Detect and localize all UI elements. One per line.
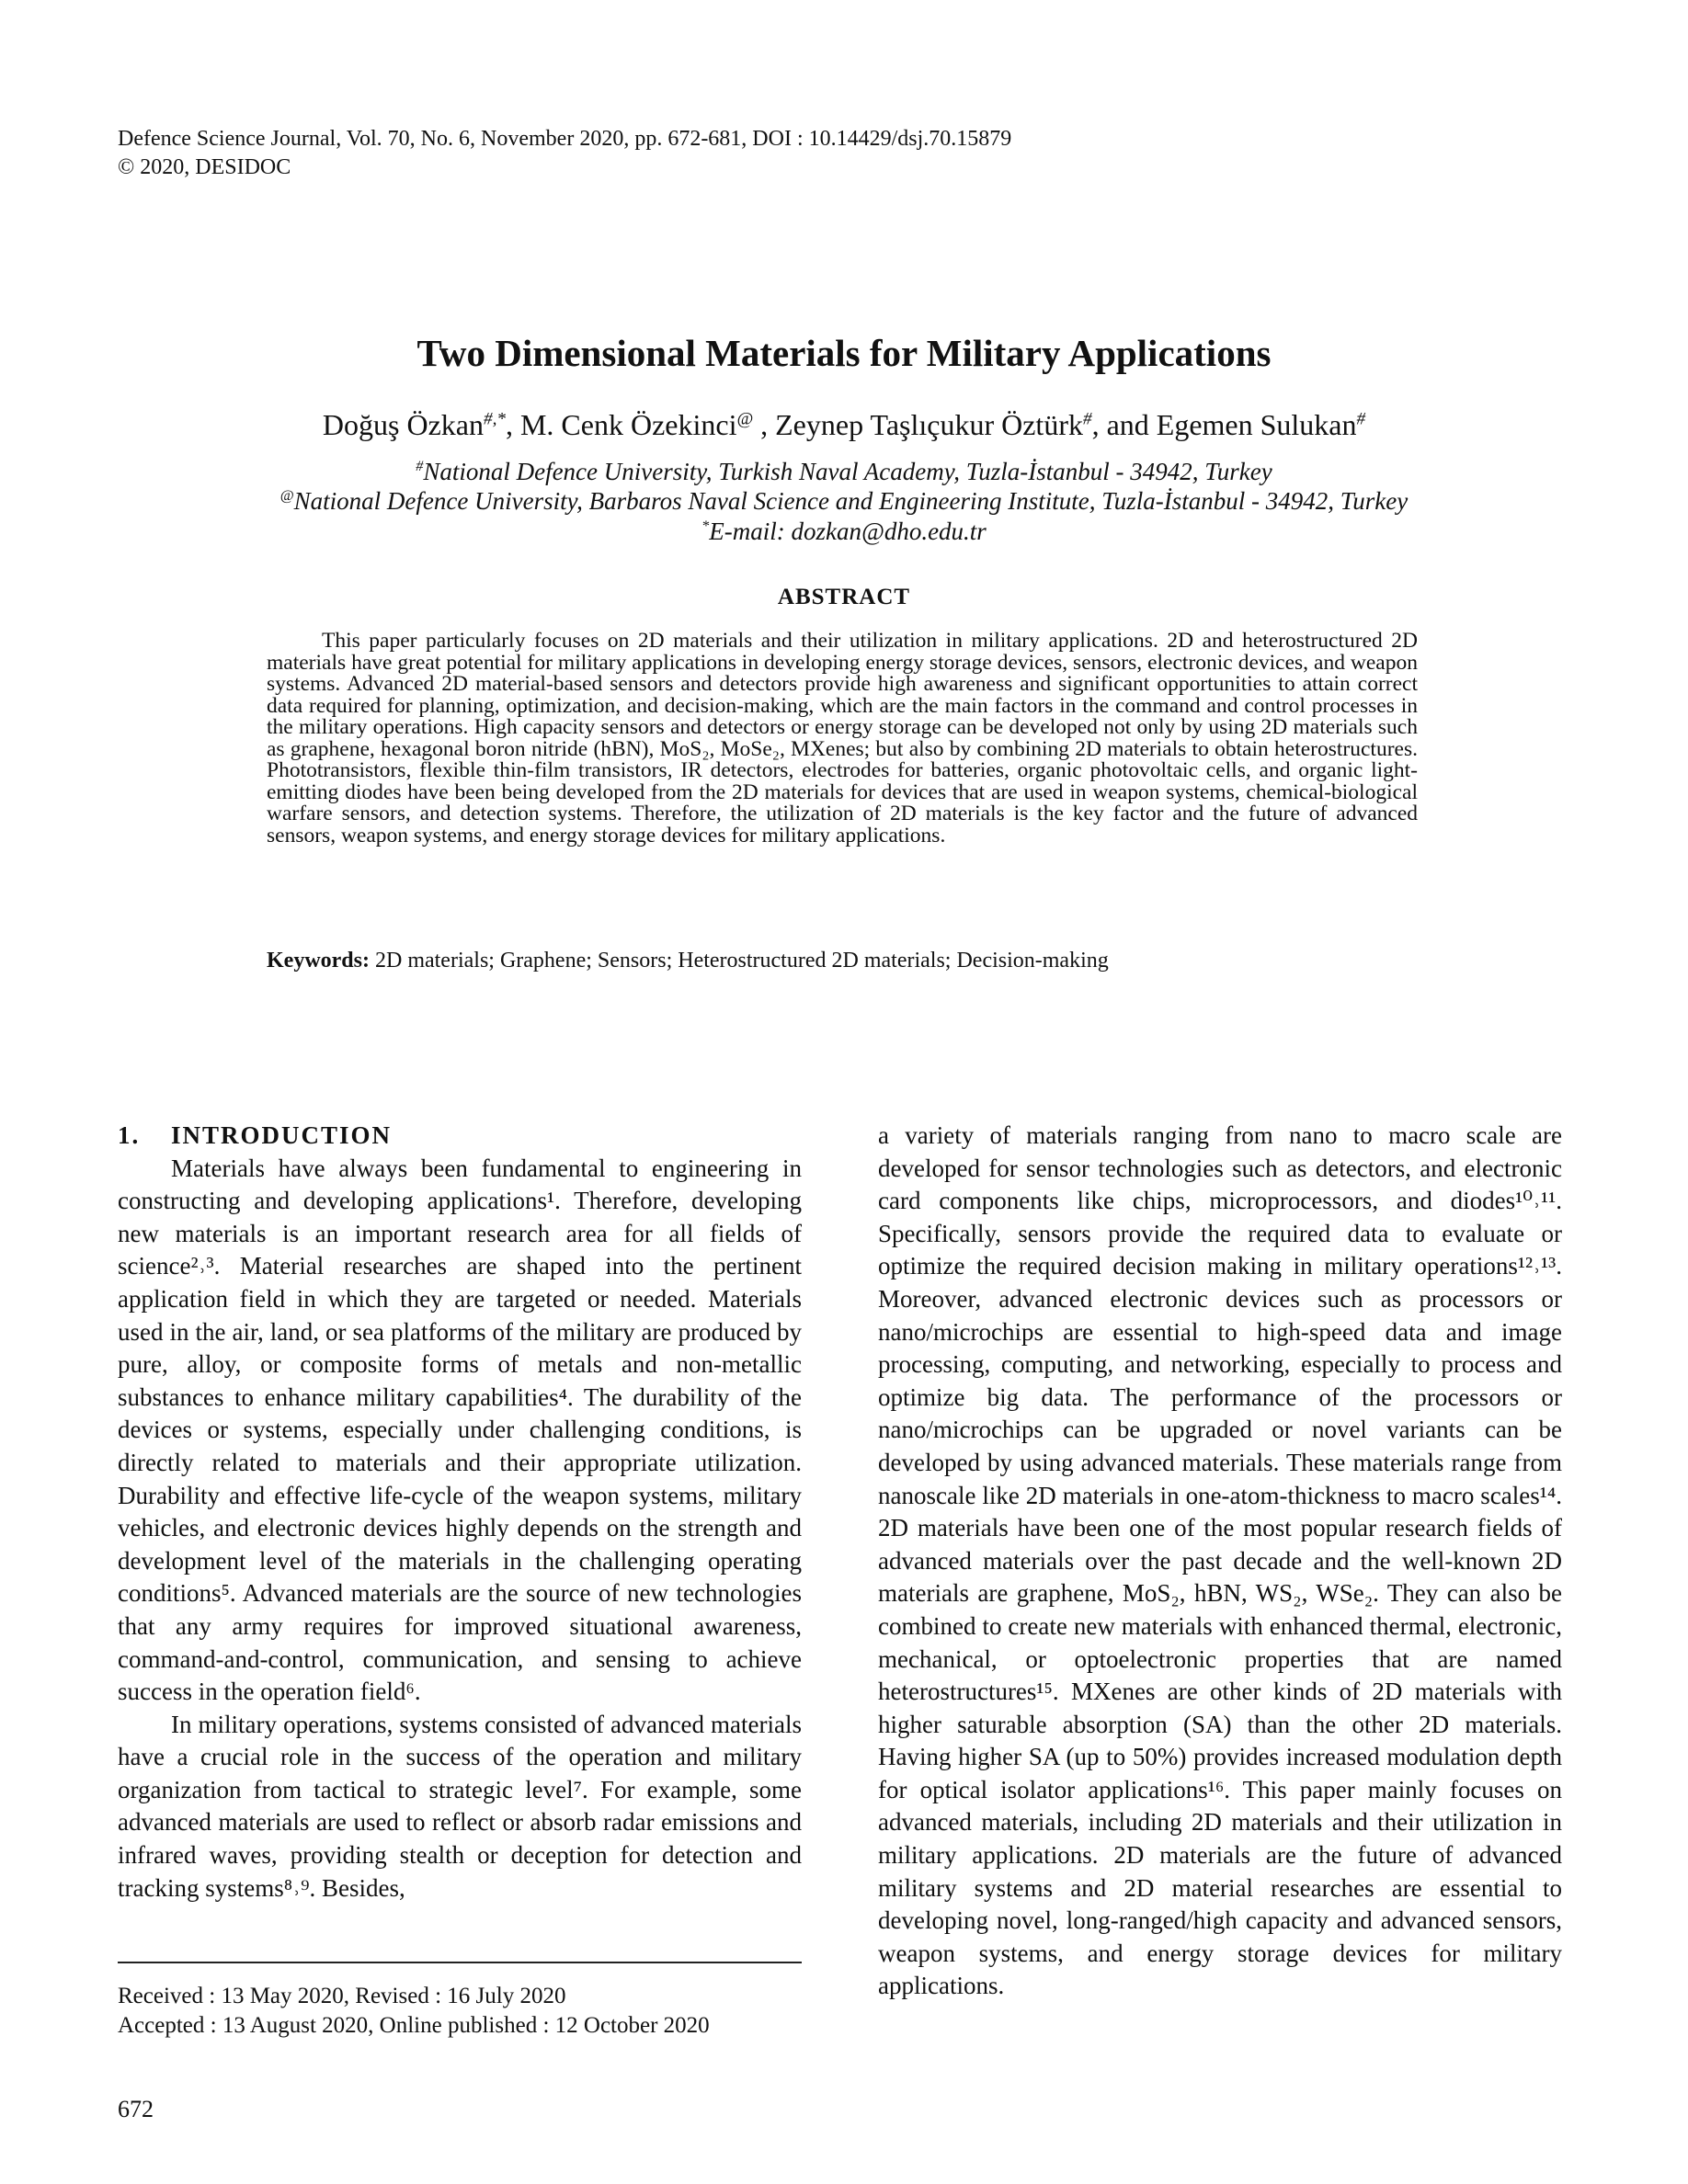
author-name: M. Cenk Özekinci bbox=[519, 408, 737, 441]
affiliation-mark: * bbox=[701, 518, 710, 534]
author-mark: #,* bbox=[483, 409, 506, 429]
intro-paragraph-3: a variety of materials ranging from nano to macro scale are developed for sensor technologies such as detectors, and electronic card components like chips, microprocessors, and diodes¹⁰˒¹¹. Specifically, sensors provide the required data to evaluate or optimize the required decision making in military operations¹²˒¹³. Moreover, advanced electronic devices such as processors or nano/microchips are essential to high-speed data and image processing, computing, and networking, especially to process and optimize big data. The performance of the processors or nano/microchips can be upgraded or novel variants can be developed by using advanced materials. These materials range from nanoscale like 2D materials in one-atom-thickness to macro scales¹⁴. 2D materials have been one of the most popular research fields of advanced materials over the past decade and the well-known 2D materials are graphene, MoS₂, hBN, WS₂, WSe₂. They can also be combined to create new materials with enhanced thermal, electronic, mechanical, or optoelectronic properties that are named heterostructures¹⁵. MXenes are other kinds of 2D materials with higher saturable absorption (SA) than the other 2D materials. Having higher SA (up to 50%) provides increased modulation depth for optical isolator applications¹⁶. This paper mainly focuses on advanced materials, including 2D materials and their utilization in military applications. 2D materials are the future of advanced military systems and 2D material researches are essential to developing novel, long-ranged/high capacity and advanced sensors, weapon systems, and energy storage devices for military applications. bbox=[878, 1121, 1562, 2000]
abstract-text: This paper particularly focuses on 2D materials and their utilization in military applications. 2D and heterostructured 2D materials have great potential for military applications in developing energy storage devices, sensors, electronic devices, and weapon systems. Advanced 2D material-based sensors and detectors provide high awareness and significant opportunities to attain correct data required for planning, optimization, and decision-making, which are the main factors in the command and control processes in the military operations. High capacity sensors and detectors or energy storage can be developed not only by using 2D materials such as graphene, hexagonal boron nitride (hBN), MoS₂, MoSe₂, MXenes; but also by combining 2D materials to obtain heterostructures. Phototransistors, flexible thin-film transistors, IR detectors, electrodes for batteries, organic photovoltaic cells, and organic light-emitting diodes have been being developed from the 2D materials for devices that are used in weapon systems, chemical-biological warfare sensors, and detection systems. Therefore, the utilization of 2D materials is the key factor and the future of advanced sensors, weapon systems, and energy storage devices for military applications. bbox=[267, 629, 1418, 847]
email-text: E-mail: dozkan@dho.edu.tr bbox=[709, 518, 987, 545]
page-number: 672 bbox=[118, 2096, 154, 2122]
section-title: INTRODUCTION bbox=[171, 1121, 393, 1149]
intro-paragraph-1: Materials have always been fundamental to engineering in constructing and developing applications¹. Therefore, developing new materials is an important research area for all fields of science²˒³. Material researches are shaped into the pertinent application field in which they are targeted or needed. Materials used in the air, land, or sea platforms of the military are produced by pure, alloy, or composite forms of metals and non-metallic substances to enhance military capabilities⁴. The durability of the devices or systems, especially under challenging conditions, is directly related to materials and their appropriate utilization. Durability and effective life-cycle of the weapon systems, military vehicles, and electronic devices highly depends on the strength and development level of the materials in the challenging operating conditions⁵. Advanced materials are the source of new technologies that any army requires for improved situational awareness, command-and-control, communication, and sensing to achieve success in the operation field⁶. bbox=[118, 1154, 802, 1706]
abstract-heading: ABSTRACT bbox=[777, 585, 911, 609]
author-name: Doğuş Özkan bbox=[322, 408, 484, 441]
intro-paragraph-2: In military operations, systems consisted of advanced materials have a crucial role in the success of the operation and military organization from tactical to strategic level⁷. For example, some advanced materials are used to reflect or absorb radar emissions and infrared waves, providing stealth or deception for detection and tracking systems⁸˒⁹. Besides, bbox=[118, 1710, 802, 1902]
copyright-line: © 2020, DESIDOC bbox=[118, 155, 291, 179]
author-separator: , and bbox=[1091, 408, 1157, 441]
author-separator: , bbox=[505, 408, 520, 441]
author-name: Egemen Sulukan bbox=[1156, 408, 1357, 441]
affiliation-barbaros-institute bbox=[0, 487, 1688, 516]
section-heading bbox=[118, 1120, 802, 1153]
author-mark: @ bbox=[736, 409, 754, 429]
keywords-label: Keywords: bbox=[267, 949, 370, 973]
affiliation-mark: # bbox=[416, 458, 424, 474]
left-column bbox=[118, 1120, 802, 1905]
received-revised-line: Received : 13 May 2020, Revised : 16 July 2020 bbox=[118, 1984, 566, 2008]
author-list bbox=[0, 408, 1688, 442]
journal-header bbox=[118, 125, 1011, 182]
author-mark: # bbox=[1082, 409, 1092, 429]
right-column bbox=[878, 1120, 1562, 2003]
footnote-divider bbox=[118, 1962, 802, 1963]
affiliation-text: National Defence University, Turkish Naval Academy, Tuzla-İstanbul - 34942, Turkey bbox=[423, 458, 1272, 485]
accepted-published-line: Accepted : 13 August 2020, Online published : 12 October 2020 bbox=[118, 2013, 710, 2038]
keywords bbox=[267, 949, 1418, 973]
paper-title: Two Dimensional Materials for Military Applications bbox=[416, 332, 1272, 374]
submission-dates bbox=[118, 1982, 710, 2041]
section-number: 1. bbox=[118, 1121, 141, 1149]
author-name: Zeynep Taşlıçukur Öztürk bbox=[775, 408, 1083, 441]
journal-citation: Defence Science Journal, Vol. 70, No. 6, November 2020, pp. 672-681, DOI : 10.14429/dsj.70.15879 bbox=[118, 127, 1012, 151]
author-mark: # bbox=[1356, 409, 1366, 429]
corresponding-email bbox=[0, 518, 1688, 546]
author-separator: , bbox=[753, 408, 776, 441]
affiliation-naval-academy bbox=[0, 458, 1688, 486]
affiliation-text: National Defence University, Barbaros Naval Science and Engineering Institute, Tuzla-İstanbul - 34942, Turkey bbox=[293, 487, 1409, 515]
affiliation-mark: @ bbox=[279, 487, 294, 504]
keywords-text: 2D materials; Graphene; Sensors; Heterostructured 2D materials; Decision-making bbox=[369, 949, 1109, 973]
